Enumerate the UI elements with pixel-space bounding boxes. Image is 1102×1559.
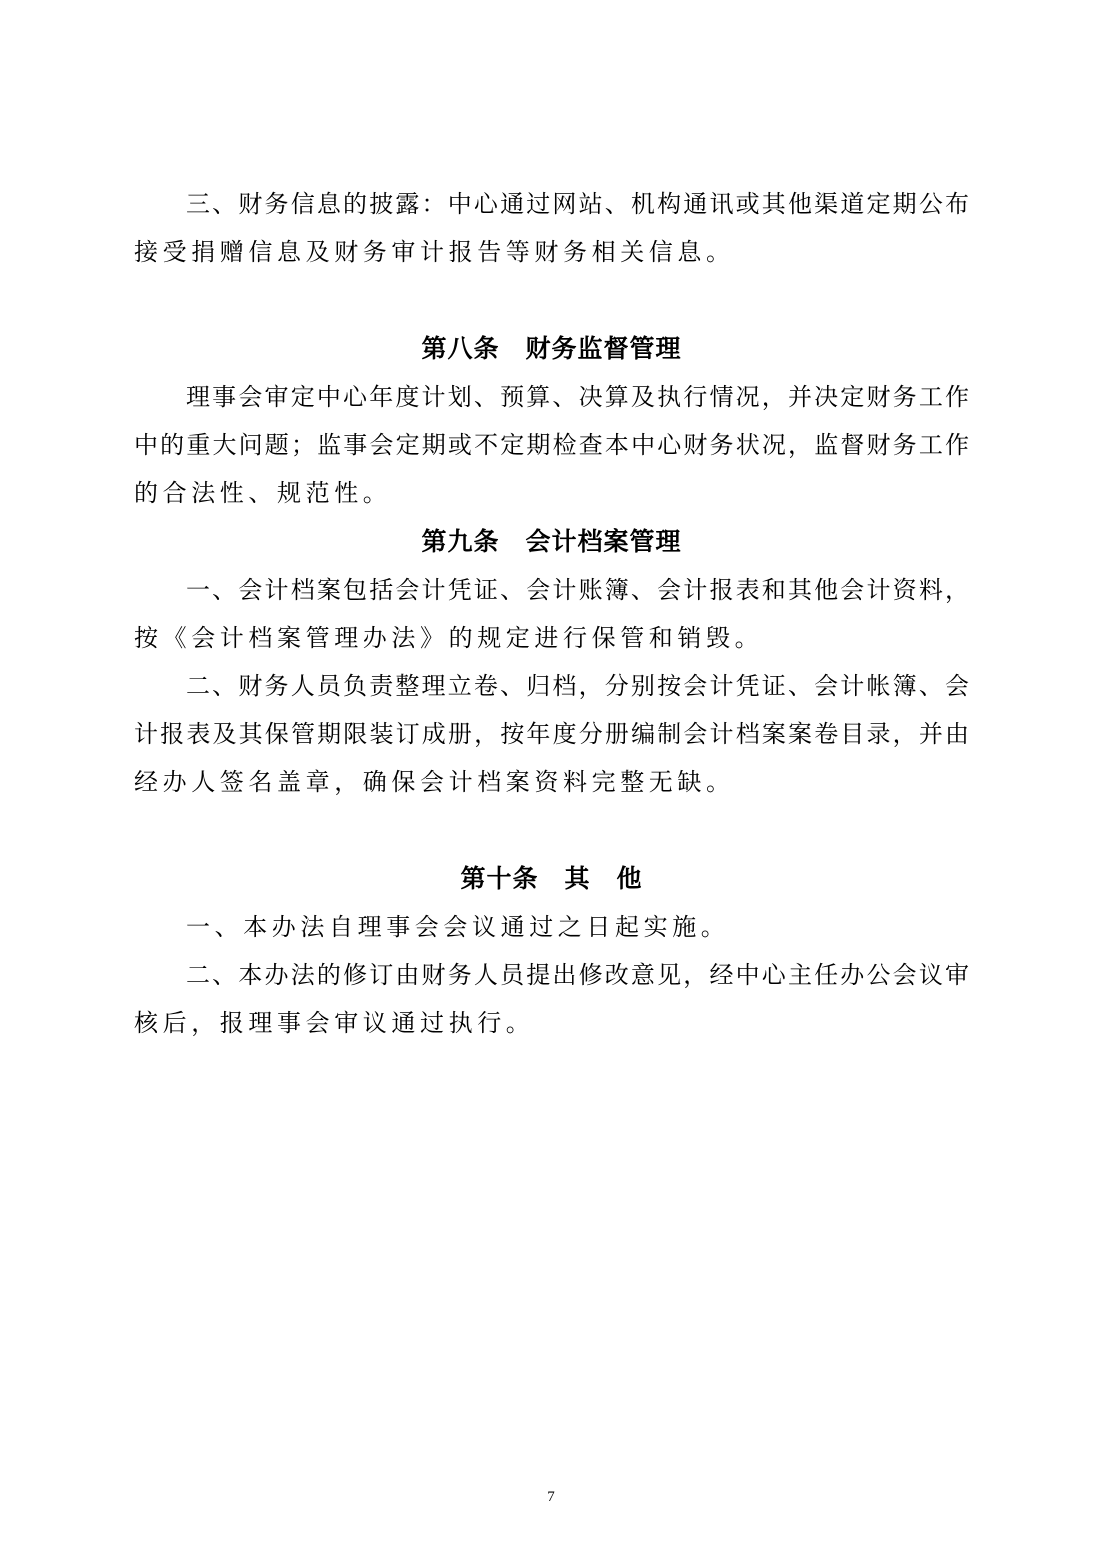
paragraph-line: 的合法性、规范性。 [134, 479, 392, 507]
paragraph-line: 二、财务人员负责整理立卷、归档，分别按会计凭证、会计帐簿、会 [186, 672, 969, 700]
paragraph-line: 二、本办法的修订由财务人员提出修改意见，经中心主任办公会议审 [186, 961, 969, 989]
article-9-heading: 第九条 会计档案管理 [421, 527, 682, 556]
paragraph-line: 一、会计档案包括会计凭证、会计账簿、会计报表和其他会计资料， [186, 576, 969, 604]
paragraph-line: 计报表及其保管期限装订成册，按年度分册编制会计档案案卷目录，并由 [134, 720, 969, 748]
paragraph-line: 经办人签名盖章，确保会计档案资料完整无缺。 [134, 768, 735, 796]
paragraph-line: 按《会计档案管理办法》的规定进行保管和销毁。 [134, 624, 764, 652]
paragraph-line: 接受捐赠信息及财务审计报告等财务相关信息。 [134, 238, 735, 266]
paragraph-line: 中的重大问题；监事会定期或不定期检查本中心财务状况，监督财务工作 [134, 431, 969, 459]
page-number: 7 [547, 1489, 555, 1505]
paragraph-line: 理事会审定中心年度计划、预算、决算及执行情况，并决定财务工作 [186, 383, 969, 411]
paragraph-line: 一、本办法自理事会会议通过之日起实施。 [186, 913, 730, 941]
paragraph-line: 核后，报理事会审议通过执行。 [134, 1009, 535, 1037]
article-8-heading: 第八条 财务监督管理 [421, 334, 682, 363]
article-10-heading: 第十条 其 他 [460, 864, 643, 893]
paragraph-line: 三、财务信息的披露：中心通过网站、机构通讯或其他渠道定期公布 [186, 190, 969, 218]
